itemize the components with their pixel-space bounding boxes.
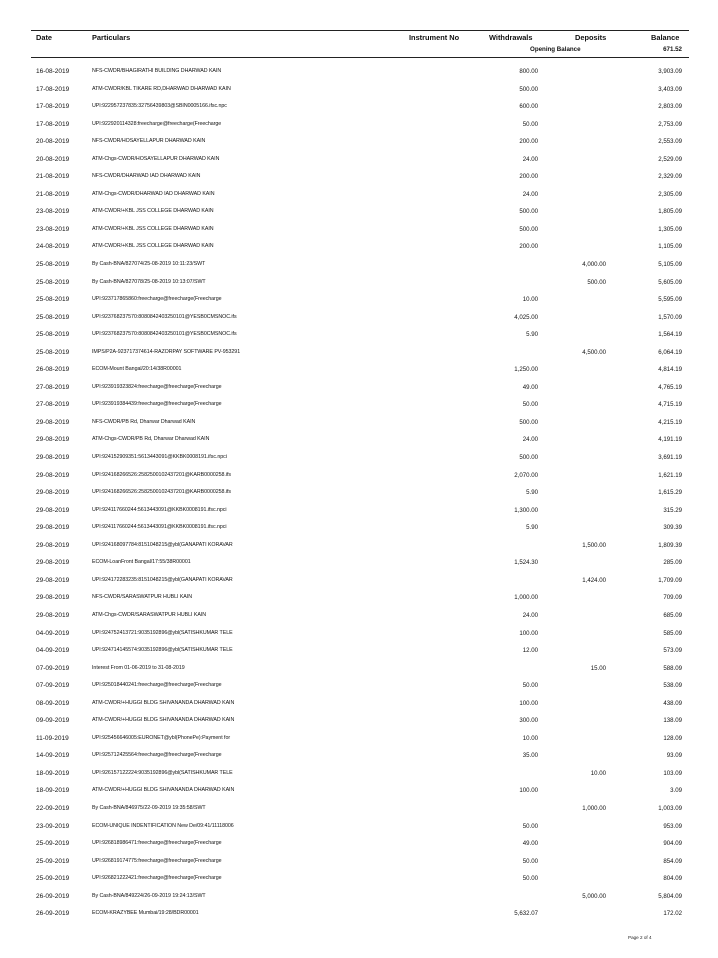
row-balance: 3,403.09 bbox=[658, 85, 682, 93]
row-date: 29-08-2019 bbox=[36, 559, 70, 567]
table-row bbox=[31, 643, 689, 661]
table-row bbox=[31, 450, 689, 468]
row-balance: 2,329.09 bbox=[658, 173, 682, 181]
row-particulars: UPI:924152909351:5613443091@KKBK0008191.ifsc.npci bbox=[92, 454, 227, 461]
row-particulars: UPI:924168097784:8151048215@ybl(GANAPATI KORAVAR bbox=[92, 541, 233, 548]
row-particulars: UPI:924714145574:9035192896@ybl(SATISHKUMAR TELE bbox=[92, 647, 233, 654]
row-date: 07-09-2019 bbox=[36, 682, 70, 690]
row-particulars: By Cash-BNA/846975/22-09-2019 19:35:58/SWT bbox=[92, 804, 206, 811]
table-row bbox=[31, 906, 689, 924]
row-balance: 4,215.19 bbox=[658, 418, 682, 426]
row-particulars: Interest From 01-06-2019 to 31-08-2019 bbox=[92, 664, 185, 671]
table-row bbox=[31, 468, 689, 486]
col-instrument-header: Instrument No bbox=[409, 33, 460, 42]
row-particulars: ATM-Chgs-CWDR/HOSAYELLAPUR DHARWAD KAIN bbox=[92, 155, 220, 162]
row-date: 29-08-2019 bbox=[36, 576, 70, 584]
row-date: 25-09-2019 bbox=[36, 857, 70, 865]
row-deposit: 1,000.00 bbox=[582, 804, 606, 812]
row-balance: 585.09 bbox=[663, 629, 682, 637]
row-balance: 4,814.19 bbox=[658, 366, 682, 374]
row-particulars: UPI:923919384439:freecharge@freecharge(Freecharge bbox=[92, 401, 222, 408]
table-row bbox=[31, 678, 689, 696]
table-row bbox=[31, 871, 689, 889]
row-particulars: ECOM-LoanFront Bangal/17:55/38R00001 bbox=[92, 559, 191, 566]
row-withdrawal: 500.00 bbox=[519, 85, 538, 93]
row-balance: 128.09 bbox=[663, 734, 682, 742]
page-number: Page 2 of 4 bbox=[628, 935, 652, 940]
table-row bbox=[31, 432, 689, 450]
row-particulars: ATM-CWDR/KBL TIKARE RD,DHARWAD DHARWAD KAIN bbox=[92, 85, 231, 92]
row-date: 27-08-2019 bbox=[36, 401, 70, 409]
table-row bbox=[31, 819, 689, 837]
row-particulars: ATM-Chgs-CWDR/DHARWAD IAD DHARWAD KAIN bbox=[92, 190, 215, 197]
table-row bbox=[31, 380, 689, 398]
row-withdrawal: 100.00 bbox=[519, 787, 538, 795]
row-withdrawal: 200.00 bbox=[519, 243, 538, 251]
table-row bbox=[31, 626, 689, 644]
table-row bbox=[31, 187, 689, 205]
row-particulars: UPI:923768237570:8080842403250101@YESB0CMSNOC.ifs bbox=[92, 313, 237, 320]
row-balance: 1,570.09 bbox=[658, 313, 682, 321]
table-row bbox=[31, 538, 689, 556]
row-withdrawal: 500.00 bbox=[519, 225, 538, 233]
row-date: 14-09-2019 bbox=[36, 752, 70, 760]
table-row bbox=[31, 99, 689, 117]
row-particulars: IMPS/P2A-923717374614-RAZORPAY SOFTWARE PV-953291 bbox=[92, 348, 241, 355]
col-deposits-header: Deposits bbox=[575, 33, 607, 42]
row-date: 29-08-2019 bbox=[36, 524, 70, 532]
row-deposit: 1,424.00 bbox=[582, 576, 606, 584]
row-balance: 1,305.09 bbox=[658, 225, 682, 233]
row-balance: 2,553.09 bbox=[658, 138, 682, 146]
row-date: 25-08-2019 bbox=[36, 278, 70, 286]
row-date: 25-09-2019 bbox=[36, 840, 70, 848]
table-row bbox=[31, 64, 689, 82]
row-balance: 103.09 bbox=[663, 769, 682, 777]
row-date: 25-08-2019 bbox=[36, 313, 70, 321]
table-row bbox=[31, 889, 689, 907]
row-balance: 1,621.19 bbox=[658, 471, 682, 479]
row-particulars: By Cash-BNA/849224/26-09-2019 19:24:13/SWT bbox=[92, 892, 206, 899]
row-withdrawal: 10.00 bbox=[522, 734, 538, 742]
row-balance: 1,809.39 bbox=[658, 541, 682, 549]
row-balance: 2,803.09 bbox=[658, 103, 682, 111]
table-row bbox=[31, 836, 689, 854]
row-date: 20-08-2019 bbox=[36, 138, 70, 146]
col-particulars-header: Particulars bbox=[92, 33, 131, 42]
table-row bbox=[31, 696, 689, 714]
row-particulars: By Cash-BNA/827074/25-08-2019 10:11:23/SWT bbox=[92, 261, 206, 268]
row-date: 08-09-2019 bbox=[36, 699, 70, 707]
row-particulars: NFS-CWDR/HOSAYELLAPUR DHARWAD KAIN bbox=[92, 138, 206, 145]
row-balance: 438.09 bbox=[663, 699, 682, 707]
row-balance: 2,305.09 bbox=[658, 190, 682, 198]
table-row bbox=[31, 204, 689, 222]
table-row bbox=[31, 169, 689, 187]
row-deposit: 5,000.00 bbox=[582, 892, 606, 900]
row-balance: 93.09 bbox=[666, 752, 682, 760]
row-date: 17-08-2019 bbox=[36, 85, 70, 93]
row-balance: 5,105.09 bbox=[658, 261, 682, 269]
table-row bbox=[31, 661, 689, 679]
row-particulars: UPI:926818986471:freecharge@freecharge(Freecharge bbox=[92, 840, 222, 847]
row-particulars: UPI:924117660244:5613443091@KKBK0008191.ifsc.npci bbox=[92, 506, 227, 513]
row-date: 26-09-2019 bbox=[36, 892, 70, 900]
table-row bbox=[31, 239, 689, 257]
row-deposit: 500.00 bbox=[587, 278, 606, 286]
row-withdrawal: 2,070.00 bbox=[514, 471, 538, 479]
row-particulars: UPI:923919323824:freecharge@freecharge(Freecharge bbox=[92, 383, 222, 390]
row-balance: 2,753.09 bbox=[658, 120, 682, 128]
row-balance: 315.29 bbox=[663, 506, 682, 514]
row-withdrawal: 500.00 bbox=[519, 454, 538, 462]
row-date: 25-08-2019 bbox=[36, 296, 70, 304]
row-date: 29-08-2019 bbox=[36, 471, 70, 479]
row-date: 25-08-2019 bbox=[36, 348, 70, 356]
row-date: 26-09-2019 bbox=[36, 910, 70, 918]
row-withdrawal: 200.00 bbox=[519, 173, 538, 181]
table-header bbox=[31, 33, 689, 47]
row-balance: 285.09 bbox=[663, 559, 682, 567]
row-date: 29-08-2019 bbox=[36, 418, 70, 426]
row-date: 25-08-2019 bbox=[36, 261, 70, 269]
row-withdrawal: 50.00 bbox=[522, 682, 538, 690]
row-balance: 3.09 bbox=[670, 787, 682, 795]
row-deposit: 4,000.00 bbox=[582, 261, 606, 269]
row-date: 29-08-2019 bbox=[36, 454, 70, 462]
row-particulars: By Cash-BNA/827078/25-08-2019 10:13:07/SWT bbox=[92, 278, 206, 285]
row-withdrawal: 1,300.00 bbox=[514, 506, 538, 514]
table-row bbox=[31, 397, 689, 415]
row-balance: 1,003.09 bbox=[658, 804, 682, 812]
row-withdrawal: 49.00 bbox=[522, 840, 538, 848]
table-row bbox=[31, 152, 689, 170]
row-particulars: UPI:923717865860:freecharge@freecharge(Freecharge bbox=[92, 296, 222, 303]
row-date: 25-08-2019 bbox=[36, 331, 70, 339]
table-row bbox=[31, 748, 689, 766]
row-particulars: UPI:924172283235:8151048215@ybl(GANAPATI KORAVAR bbox=[92, 576, 233, 583]
header-top-rule bbox=[31, 30, 689, 31]
row-balance: 5,605.09 bbox=[658, 278, 682, 286]
row-particulars: UPI:924168266526:2582500102437201@KARB0000258.ifs bbox=[92, 489, 231, 496]
row-date: 18-09-2019 bbox=[36, 769, 70, 777]
row-balance: 1,615.29 bbox=[658, 489, 682, 497]
table-row bbox=[31, 713, 689, 731]
row-withdrawal: 1,524.30 bbox=[514, 559, 538, 567]
row-date: 23-08-2019 bbox=[36, 208, 70, 216]
col-date-header: Date bbox=[36, 33, 53, 42]
row-balance: 804.09 bbox=[663, 875, 682, 883]
row-balance: 538.09 bbox=[663, 682, 682, 690]
table-row bbox=[31, 257, 689, 275]
row-date: 21-08-2019 bbox=[36, 173, 70, 181]
row-particulars: UPI:926157122224:9035192896@ybl(SATISHKUMAR TELE bbox=[92, 769, 233, 776]
opening-balance-value: 671.52 bbox=[663, 46, 682, 53]
row-balance: 3,691.19 bbox=[658, 454, 682, 462]
row-balance: 5,595.09 bbox=[658, 296, 682, 304]
col-balance-header: Balance bbox=[651, 33, 680, 42]
row-balance: 1,105.09 bbox=[658, 243, 682, 251]
row-particulars: ECOM-UNIQUE INDENTIFICATION New De/09:41/11118006 bbox=[92, 822, 234, 829]
row-date: 24-08-2019 bbox=[36, 243, 70, 251]
row-date: 16-08-2019 bbox=[36, 68, 70, 75]
table-row bbox=[31, 82, 689, 100]
table-row bbox=[31, 783, 689, 801]
row-date: 17-08-2019 bbox=[36, 103, 70, 111]
row-balance: 588.09 bbox=[663, 664, 682, 672]
table-row bbox=[31, 415, 689, 433]
row-date: 09-09-2019 bbox=[36, 717, 70, 725]
table-row bbox=[31, 292, 689, 310]
row-withdrawal: 24.00 bbox=[522, 436, 538, 444]
table-row bbox=[31, 590, 689, 608]
row-date: 23-08-2019 bbox=[36, 225, 70, 233]
row-withdrawal: 49.00 bbox=[522, 383, 538, 391]
row-date: 17-08-2019 bbox=[36, 120, 70, 128]
row-deposit: 4,500.00 bbox=[582, 348, 606, 356]
row-withdrawal: 50.00 bbox=[522, 875, 538, 883]
row-date: 29-08-2019 bbox=[36, 489, 70, 497]
row-particulars: UPI:924168266526:2582500102437201@KARB0000258.ifs bbox=[92, 471, 231, 478]
header-bottom-rule bbox=[31, 57, 689, 58]
row-balance: 953.09 bbox=[663, 822, 682, 830]
row-date: 29-08-2019 bbox=[36, 506, 70, 514]
row-withdrawal: 5.90 bbox=[526, 489, 538, 497]
row-date: 21-08-2019 bbox=[36, 190, 70, 198]
col-withdrawals-header: Withdrawals bbox=[489, 33, 533, 42]
row-withdrawal: 300.00 bbox=[519, 717, 538, 725]
table-row bbox=[31, 608, 689, 626]
row-date: 04-09-2019 bbox=[36, 629, 70, 637]
transaction-rows bbox=[31, 64, 689, 924]
row-withdrawal: 50.00 bbox=[522, 401, 538, 409]
row-withdrawal: 100.00 bbox=[519, 629, 538, 637]
row-balance: 172.02 bbox=[663, 910, 682, 918]
row-balance: 3,903.09 bbox=[658, 68, 682, 75]
row-withdrawal: 12.00 bbox=[522, 647, 538, 655]
table-row bbox=[31, 766, 689, 784]
row-particulars: ATM-Chgs-CWDR/SARASWATPUR HUBLI KAIN bbox=[92, 611, 207, 618]
table-row bbox=[31, 117, 689, 135]
row-date: 29-08-2019 bbox=[36, 436, 70, 444]
row-particulars: UPI:925018440241:freecharge@freecharge(Freecharge bbox=[92, 682, 222, 689]
table-row bbox=[31, 310, 689, 328]
row-withdrawal: 600.00 bbox=[519, 103, 538, 111]
opening-balance-label: Opening Balance bbox=[530, 46, 581, 53]
row-balance: 4,765.19 bbox=[658, 383, 682, 391]
row-particulars: ECOM-KRAZYBEE Mumbai/19:28/BDR00001 bbox=[92, 910, 199, 917]
row-particulars: UPI:926819174775:freecharge@freecharge(Freecharge bbox=[92, 857, 222, 864]
row-particulars: UPI:923768237570:8080842403250101@YESB0CMSNOC.ifs bbox=[92, 331, 237, 338]
row-particulars: UPI:922920114328:freecharge@freecharge(Freecharge bbox=[92, 120, 222, 127]
row-balance: 1,805.09 bbox=[658, 208, 682, 216]
row-withdrawal: 24.00 bbox=[522, 190, 538, 198]
row-balance: 309.39 bbox=[663, 524, 682, 532]
row-particulars: UPI:925712425564:freecharge@freecharge(Freecharge bbox=[92, 752, 222, 759]
row-balance: 4,715.19 bbox=[658, 401, 682, 409]
row-withdrawal: 1,250.00 bbox=[514, 366, 538, 374]
row-particulars: NFS-CWDR/DHARWAD IAD DHARWAD KAIN bbox=[92, 173, 201, 180]
row-particulars: ATM-CWDR/+HUGGI BLDG SHIVANANDA DHARWAD KAIN bbox=[92, 699, 235, 706]
row-withdrawal: 800.00 bbox=[519, 68, 538, 75]
row-withdrawal: 24.00 bbox=[522, 611, 538, 619]
row-withdrawal: 35.00 bbox=[522, 752, 538, 760]
row-withdrawal: 1,000.00 bbox=[514, 594, 538, 602]
row-deposit: 15.00 bbox=[590, 664, 606, 672]
table-row bbox=[31, 327, 689, 345]
row-particulars: UPI:922957237835:32756439803@SBIN0005166.ifsc.npc bbox=[92, 103, 227, 110]
row-date: 29-08-2019 bbox=[36, 611, 70, 619]
row-particulars: ATM-CWDR/+KBL JSS COLLEGE DHARWAD KAIN bbox=[92, 243, 214, 250]
row-balance: 709.09 bbox=[663, 594, 682, 602]
row-withdrawal: 4,025.00 bbox=[514, 313, 538, 321]
table-row bbox=[31, 854, 689, 872]
row-particulars: NFS-CWDR/PB Rd, Dharwar Dharwad KAIN bbox=[92, 418, 196, 425]
row-withdrawal: 100.00 bbox=[519, 699, 538, 707]
row-date: 27-08-2019 bbox=[36, 383, 70, 391]
row-particulars: NFS-CWDR/BHAGIRATHI BUILDING DHARWAD KAIN bbox=[92, 68, 222, 74]
row-balance: 573.09 bbox=[663, 647, 682, 655]
row-particulars: UPI:924117660244:5613443091@KKBK0008191.ifsc.npci bbox=[92, 524, 227, 531]
row-withdrawal: 50.00 bbox=[522, 120, 538, 128]
row-date: 18-09-2019 bbox=[36, 787, 70, 795]
row-particulars: NFS-CWDR/SARASWATPUR HUBLI KAIN bbox=[92, 594, 192, 601]
row-withdrawal: 5.90 bbox=[526, 524, 538, 532]
row-balance: 685.09 bbox=[663, 611, 682, 619]
table-row bbox=[31, 275, 689, 293]
table-row bbox=[31, 801, 689, 819]
row-date: 29-08-2019 bbox=[36, 541, 70, 549]
table-row bbox=[31, 573, 689, 591]
table-row bbox=[31, 503, 689, 521]
row-particulars: UPI:925456646005:EURONET@ybl(PhonePe):Payment for bbox=[92, 734, 231, 741]
row-withdrawal: 5.90 bbox=[526, 331, 538, 339]
row-date: 22-09-2019 bbox=[36, 804, 70, 812]
row-balance: 854.09 bbox=[663, 857, 682, 865]
row-balance: 138.09 bbox=[663, 717, 682, 725]
row-withdrawal: 50.00 bbox=[522, 857, 538, 865]
row-date: 11-09-2019 bbox=[36, 734, 69, 742]
row-withdrawal: 50.00 bbox=[522, 822, 538, 830]
table-row bbox=[31, 345, 689, 363]
table-row bbox=[31, 555, 689, 573]
row-date: 07-09-2019 bbox=[36, 664, 70, 672]
row-date: 26-08-2019 bbox=[36, 366, 70, 374]
row-particulars: ATM-CWDR/+KBL JSS COLLEGE DHARWAD KAIN bbox=[92, 225, 214, 232]
table-row bbox=[31, 485, 689, 503]
row-balance: 904.09 bbox=[663, 840, 682, 848]
row-particulars: UPI:924752413721:9035192896@ybl(SATISHKUMAR TELE bbox=[92, 629, 233, 636]
table-row bbox=[31, 134, 689, 152]
row-particulars: ATM-Chgs-CWDR/PB Rd, Dharwar Dharwad KAIN bbox=[92, 436, 210, 443]
row-withdrawal: 200.00 bbox=[519, 138, 538, 146]
row-balance: 4,191.19 bbox=[658, 436, 682, 444]
row-date: 20-08-2019 bbox=[36, 155, 70, 163]
table-row bbox=[31, 520, 689, 538]
table-row bbox=[31, 731, 689, 749]
row-date: 25-09-2019 bbox=[36, 875, 70, 883]
row-balance: 6,064.19 bbox=[658, 348, 682, 356]
row-balance: 1,564.19 bbox=[658, 331, 682, 339]
row-particulars: ECOM-Mount Bangal/20:14/38R00001 bbox=[92, 366, 182, 373]
row-deposit: 1,500.00 bbox=[582, 541, 606, 549]
row-date: 23-09-2019 bbox=[36, 822, 70, 830]
row-withdrawal: 500.00 bbox=[519, 208, 538, 216]
row-balance: 5,804.09 bbox=[658, 892, 682, 900]
row-withdrawal: 24.00 bbox=[522, 155, 538, 163]
row-date: 04-09-2019 bbox=[36, 647, 70, 655]
row-particulars: ATM-CWDR/+HUGGI BLDG SHIVANANDA DHARWAD KAIN bbox=[92, 787, 235, 794]
row-deposit: 10.00 bbox=[590, 769, 606, 777]
row-date: 29-08-2019 bbox=[36, 594, 70, 602]
row-withdrawal: 5,632.07 bbox=[514, 910, 538, 918]
table-row bbox=[31, 222, 689, 240]
table-row bbox=[31, 362, 689, 380]
row-balance: 2,529.09 bbox=[658, 155, 682, 163]
row-particulars: ATM-CWDR/+KBL JSS COLLEGE DHARWAD KAIN bbox=[92, 208, 214, 215]
row-particulars: ATM-CWDR/+HUGGI BLDG SHIVANANDA DHARWAD KAIN bbox=[92, 717, 235, 724]
row-withdrawal: 10.00 bbox=[522, 296, 538, 304]
row-withdrawal: 500.00 bbox=[519, 418, 538, 426]
row-balance: 1,709.09 bbox=[658, 576, 682, 584]
row-particulars: UPI:926821222421:freecharge@freecharge(Freecharge bbox=[92, 875, 222, 882]
